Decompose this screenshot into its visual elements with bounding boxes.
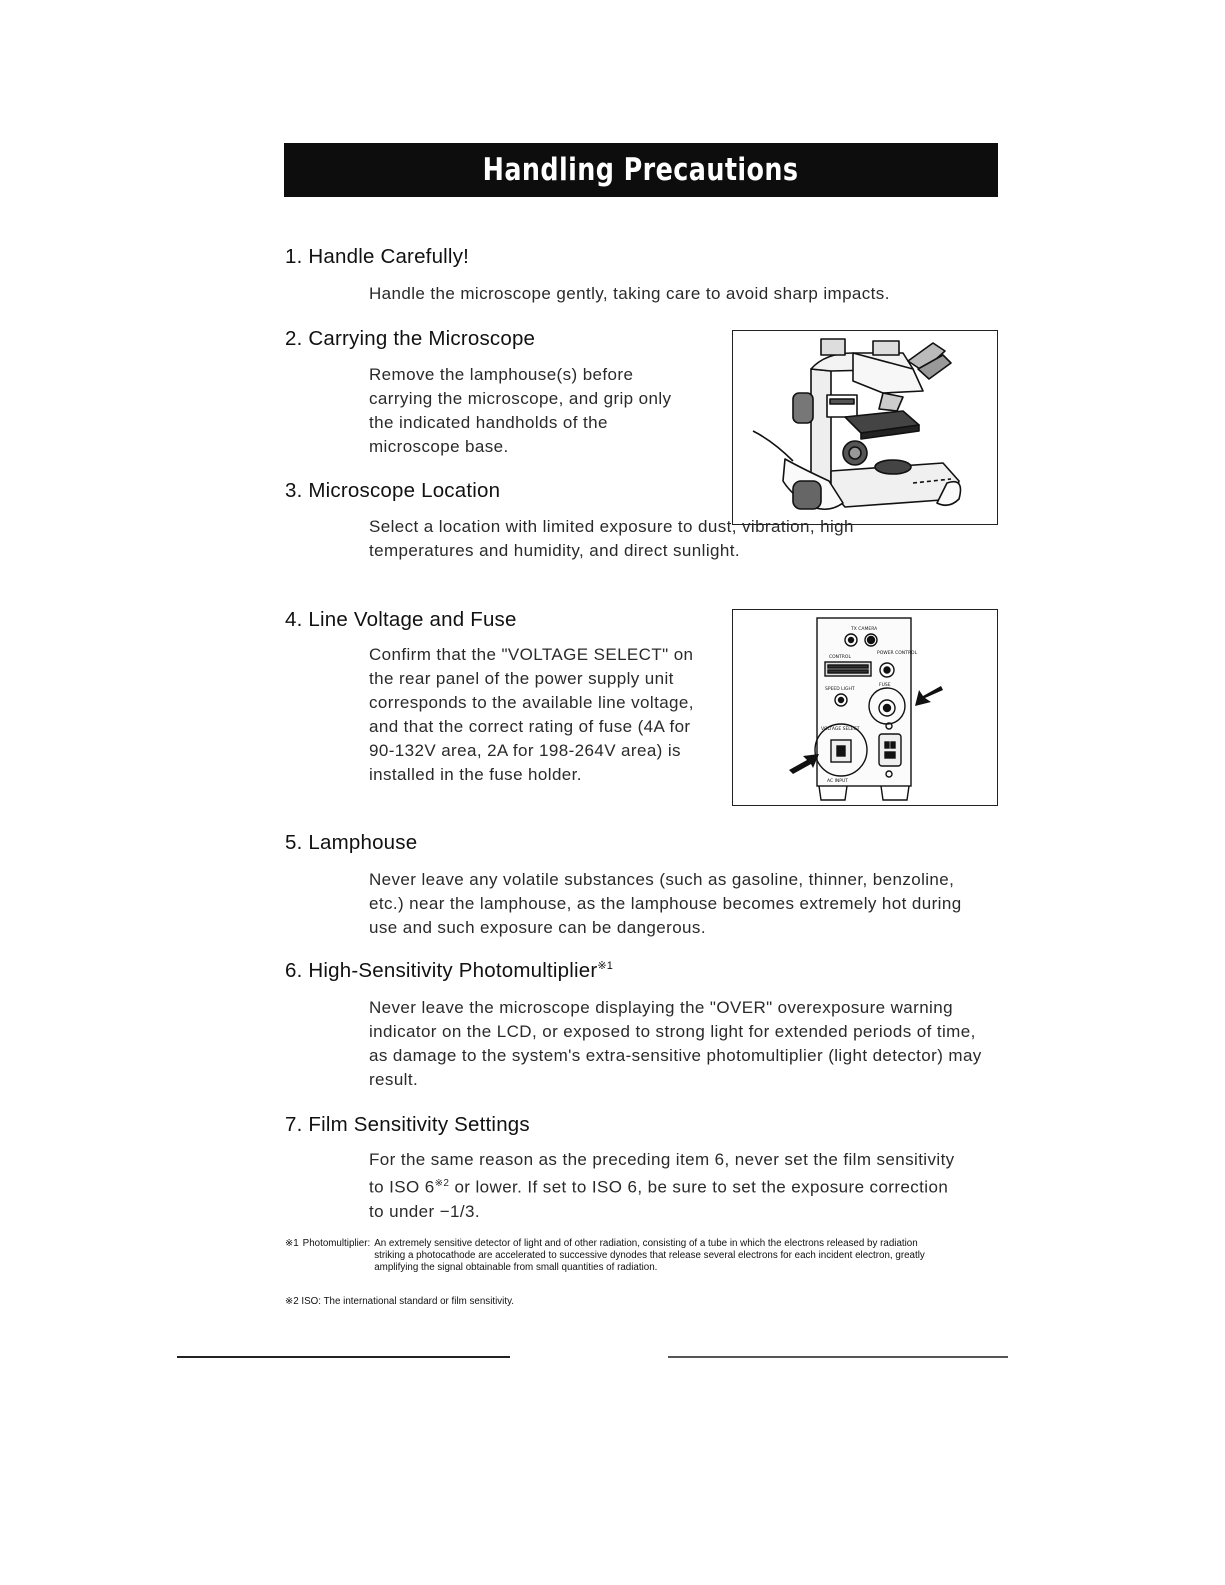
rear-panel-illustration [733, 610, 997, 805]
panel-label-camera: TX CAMERA [851, 627, 878, 632]
section-7-body-part2: or lower. If set to ISO 6, be sure to set the exposure correction to under −1/3. [369, 1177, 949, 1221]
section-6-body: Never leave the microscope displaying the "OVER" overexposure warning indicator on the LCD, or exposed to strong light for extended periods of time, as damage to the system's extra-sensitive photomultiplier (light detector) may result. [369, 998, 982, 1089]
section-3-body: Select a location with limited exposure to dust, vibration, high temperatures and humidity, and direct sunlight. [369, 517, 854, 560]
section-7-body-part1: For the same reason as the preceding item 6, never set the film sensitivity to ISO 6 [369, 1150, 955, 1197]
bottom-rule-left [177, 1356, 510, 1358]
footnote-2 [285, 1296, 985, 1308]
panel-label-voltage-select: VOLTAGE SELECT [821, 727, 860, 732]
bottom-rule-right [668, 1356, 1008, 1358]
page-title: Handling Precautions [483, 152, 799, 188]
panel-label-speed-light: SPEED LIGHT [825, 687, 855, 692]
section-1-heading: 1. Handle Carefully! [285, 245, 470, 268]
section-5-body: Never leave any volatile substances (such as gasoline, thinner, benzoline, etc.) near the lamphouse, as the lamphouse becomes extremely hot during use and such exposure can be dangerous. [369, 870, 962, 937]
footnote-1-text: An extremely sensitive detector of light and of other radiation, consisting of a tube in which the electrons released by radiation striking a photocathode are accelerated to successive dynodes that release several electrons for each incident electron, greatly amplifying the signal obtainable from small quantities of radiation. [374, 1238, 925, 1273]
footnote-2-mark: ※2 [285, 1296, 299, 1307]
section-6-heading-text: 6. High-Sensitivity Photomultiplier [285, 959, 598, 982]
footnote-2-term: ISO: [301, 1296, 322, 1307]
footnote-ref-2: ※2 [434, 1178, 450, 1189]
section-7-heading: 7. Film Sensitivity Settings [285, 1113, 530, 1136]
panel-label-control: CONTROL [829, 655, 851, 660]
title-banner [284, 143, 998, 197]
section-7-body [369, 1148, 967, 1224]
section-1-body: Handle the microscope gently, taking care to avoid sharp impacts. [369, 284, 890, 303]
section-4-heading: 4. Line Voltage and Fuse [285, 608, 517, 631]
footnote-1-mark: ※1 [285, 1238, 299, 1249]
section-2-heading: 2. Carrying the Microscope [285, 327, 536, 350]
footnote-1 [285, 1238, 985, 1274]
footnote-ref-1: ※1 [597, 960, 614, 973]
footnote-1-term: Photomultiplier: [302, 1238, 371, 1249]
section-6-heading [285, 959, 613, 983]
section-4-body: Confirm that the "VOLTAGE SELECT" on the rear panel of the power supply unit corresponds to the available line voltage, and that the correct rating of fuse (4A for 90-132V area, 2A for 198-264V area) is installed in the fuse holder. [369, 645, 694, 784]
power-supply-rear-panel-figure [732, 609, 998, 806]
section-3-heading: 3. Microscope Location [285, 479, 501, 502]
section-2-body: Remove the lamphouse(s) before carrying the microscope, and grip only the indicated handholds of the microscope base. [369, 365, 672, 456]
microscope-illustration [733, 331, 997, 524]
footnote-2-text: The international standard or film sensitivity. [323, 1296, 514, 1307]
panel-label-fuse: FUSE [879, 683, 891, 688]
panel-label-input: AC INPUT [827, 779, 849, 784]
microscope-carrying-figure [732, 330, 998, 525]
panel-label-power-control: POWER CONTROL [877, 651, 918, 656]
section-5-heading: 5. Lamphouse [285, 831, 418, 854]
